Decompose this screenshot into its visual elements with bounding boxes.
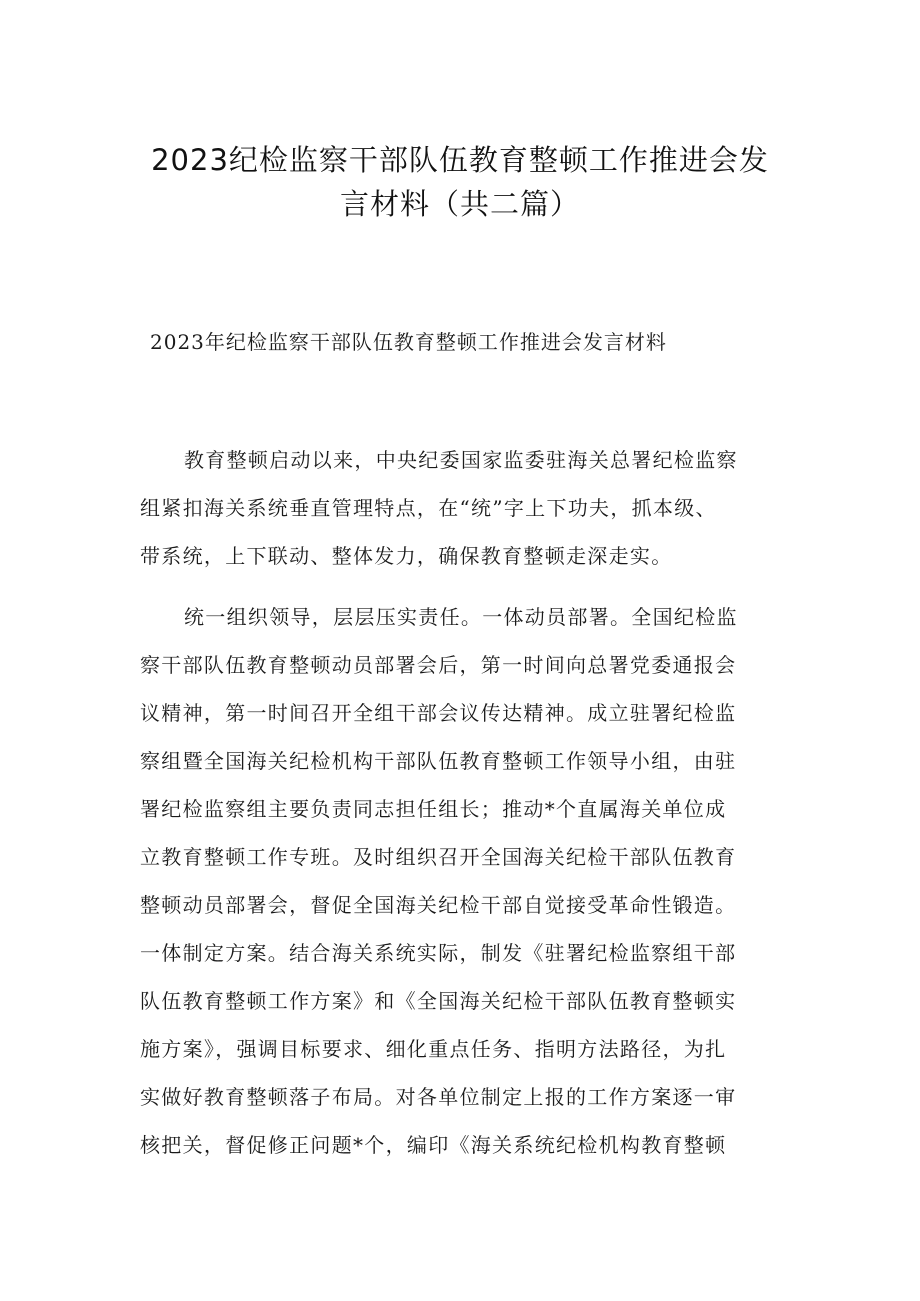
paragraph-line: 组紧扣海关系统垂直管理特点，在“统”字上下功夫，抓本级、 — [140, 496, 717, 520]
title-line-2: 言材料（共二篇） — [339, 187, 580, 221]
paragraph-line: 带系统，上下联动、整体发力，确保教育整顿走深走实。 — [140, 544, 673, 568]
paragraph-1 — [140, 436, 780, 580]
document-title — [140, 138, 780, 226]
paragraph-line: 察组暨全国海关纪检机构干部队伍教育整顿工作领导小组，由驻 — [140, 749, 737, 773]
paragraph-line: 核把关，督促修正问题*个，编印《海关系统纪检机构教育整顿 — [140, 1133, 727, 1157]
paragraph-line: 察干部队伍教育整顿动员部署会后，第一时间向总署党委通报会 — [140, 653, 737, 677]
paragraph-line: 署纪检监察组主要负责同志担任组长；推动*个直属海关单位成 — [140, 797, 727, 821]
paragraph-line: 队伍教育整顿工作方案》和《全国海关纪检干部队伍教育整顿实 — [140, 989, 737, 1013]
paragraph-line: 统一组织领导，层层压实责任。一体动员部署。全国纪检监 — [184, 605, 738, 629]
paragraph-line: 施方案》，强调目标要求、细化重点任务、指明方法路径，为扎 — [140, 1037, 727, 1061]
paragraph-line: 立教育整顿工作专班。及时组织召开全国海关纪检干部队伍教育 — [140, 845, 737, 869]
paragraph-line: 议精神，第一时间召开全组干部会议传达精神。成立驻署纪检监 — [140, 701, 737, 725]
paragraph-line: 实做好教育整顿落子布局。对各单位制定上报的工作方案逐一审 — [140, 1085, 737, 1109]
document-subtitle: 2023年纪检监察干部队伍教育整顿工作推进会发言材料 — [150, 330, 667, 354]
title-line-1: 2023纪检监察干部队伍教育整顿工作推进会发 — [151, 143, 769, 177]
paragraph-line: 整顿动员部署会，督促全国海关纪检干部自觉接受革命性锻造。 — [140, 893, 737, 917]
paragraph-line: 一体制定方案。结合海关系统实际，制发《驻署纪检监察组干部 — [140, 941, 737, 965]
paragraph-2 — [140, 593, 780, 1169]
paragraph-line: 教育整顿启动以来，中央纪委国家监委驻海关总署纪检监察 — [184, 448, 738, 472]
